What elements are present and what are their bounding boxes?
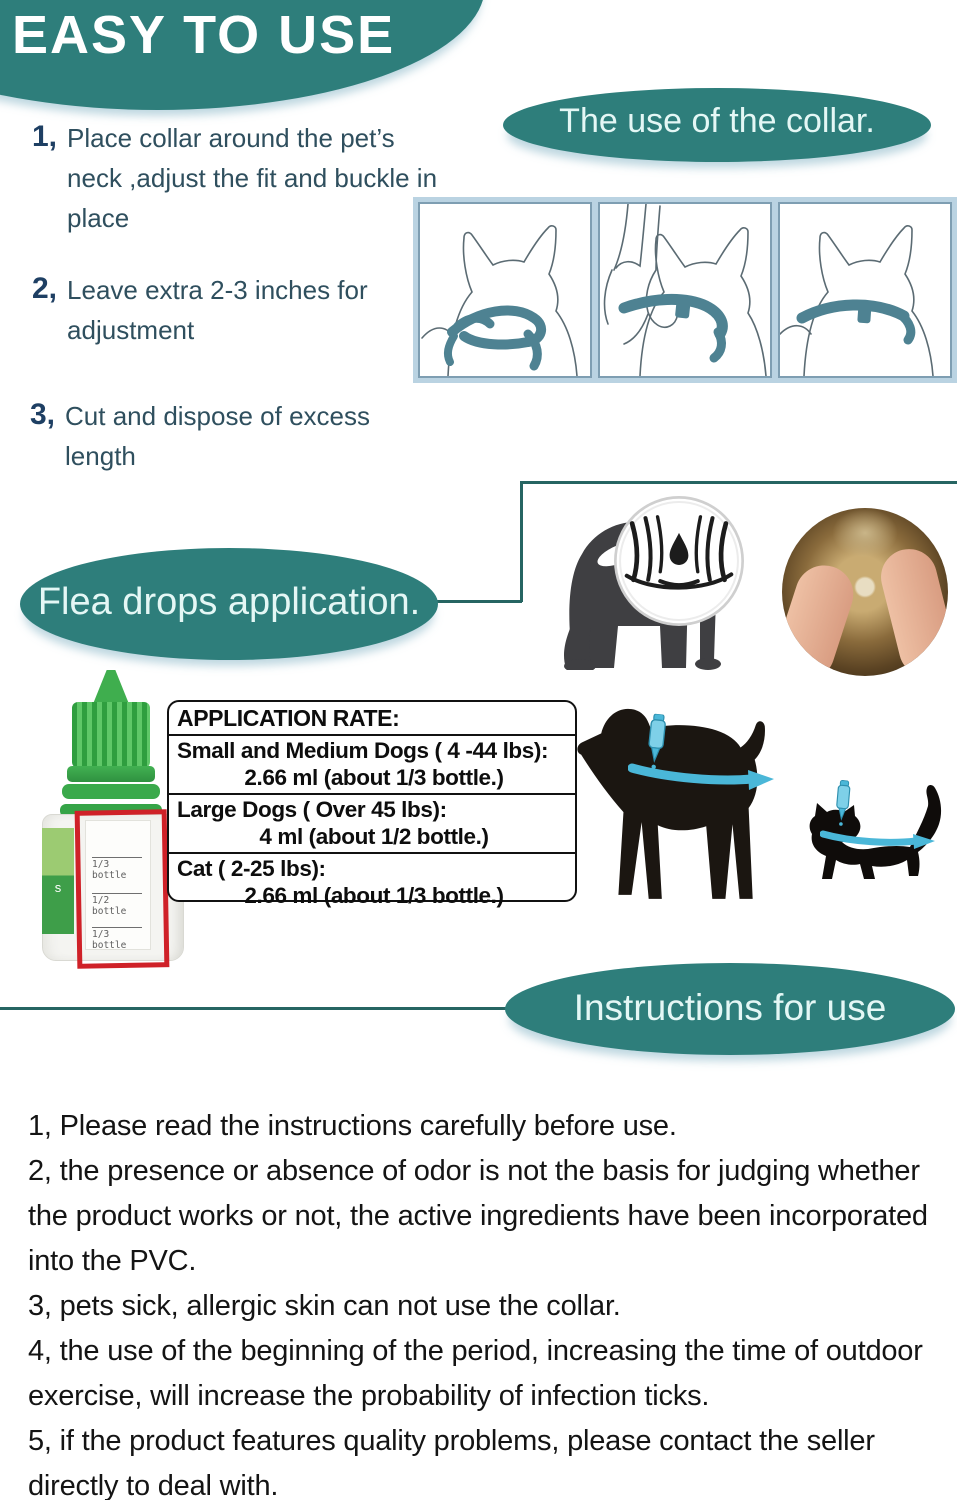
flea-drops-banner [20, 548, 438, 660]
rate-row-large-dogs [169, 795, 575, 854]
connector-line-vertical [520, 481, 523, 602]
collar-step-2 [32, 270, 407, 350]
instructions-title: Instructions for use [573, 987, 887, 1028]
panel-collar-loose [418, 202, 592, 378]
rate-label: Small and Medium Dogs ( 4 -44 lbs): [177, 738, 549, 763]
hand-adjusting-collar-icon [600, 204, 772, 376]
fur-highlight [832, 508, 898, 558]
step-number: 3, [30, 398, 56, 431]
finger-left [782, 558, 861, 676]
collar-step-3 [30, 396, 395, 476]
flea-drops-title: Flea drops application. [37, 581, 421, 623]
rate-label: Large Dogs ( Over 45 lbs): [177, 797, 447, 822]
measure-mark: 1/3 bottle [92, 857, 142, 881]
highlight-frame [75, 809, 170, 969]
bottle-neck-ring [62, 784, 160, 799]
connector-line-instructions [0, 1007, 507, 1010]
finger-right [875, 543, 948, 676]
instruction-item: 1, Please read the instructions carefully before use. [28, 1110, 677, 1142]
dropper-icon [829, 779, 856, 833]
instruction-item: 2, the presence or absence of odor is not the basis for judging whether the product works or not, the active ingredients have been incorporated into the PVC. [28, 1155, 928, 1277]
collar-use-title: The use of the collar. [559, 102, 875, 140]
rate-row-small-medium-dogs [169, 736, 575, 795]
instruction-item: 4, the use of the beginning of the period, increasing the time of outdoor exercise, will increase the probability of infection ticks. [28, 1335, 923, 1412]
rate-table-heading: APPLICATION RATE: [169, 702, 575, 736]
connector-line-flea [428, 600, 522, 603]
collar-step-1 [32, 118, 452, 238]
cat-head-collar-fitted-icon [780, 204, 952, 376]
step-text: Cut and dispose of excess length [65, 401, 370, 471]
panel-collar-adjust [598, 202, 772, 378]
page-title: EASY TO USE [12, 5, 396, 65]
dog-silhouette [575, 697, 787, 909]
measure-mark: 1/3 bottle [92, 927, 142, 951]
step-text: Place collar around the pet’s neck ,adjust the fit and buckle in place [67, 123, 438, 233]
application-arrow-icon [628, 760, 776, 794]
panel-collar-fitted [778, 202, 952, 378]
application-rate-table [167, 700, 577, 908]
application-arrow-icon [820, 828, 936, 852]
rate-dose: 2.66 ml (about 1/3 bottle.) [244, 883, 504, 908]
bottle-green-label: s [42, 828, 74, 934]
rate-row-cat [169, 854, 575, 911]
instruction-item: 3, pets sick, allergic skin can not use the collar. [28, 1290, 621, 1322]
collar-use-panels [413, 197, 957, 383]
collar-use-banner [503, 88, 931, 162]
bottle-cap-base [67, 766, 155, 782]
dropper-bottle [35, 668, 170, 963]
step-number: 1, [32, 120, 58, 153]
rate-dose: 2.66 ml (about 1/3 bottle.) [244, 765, 504, 790]
connector-line-top [520, 481, 957, 484]
cat-head-collar-loose-icon [420, 204, 592, 376]
measure-mark: 1/2 bottle [92, 893, 142, 917]
rate-dose: 4 ml (about 1/2 bottle.) [259, 824, 489, 849]
step-text: Leave extra 2-3 inches for adjustment [67, 275, 368, 345]
rate-label: Cat ( 2-25 lbs): [177, 856, 326, 881]
step-number: 2, [32, 272, 58, 305]
instructions-banner [505, 963, 955, 1055]
bottle-tip [93, 670, 129, 704]
fur-parting-photo [782, 508, 948, 676]
instructions-list [28, 1104, 952, 1500]
magnifier-drop-icon [612, 494, 746, 628]
instruction-item: 5, if the product features quality problems, please contact the seller directly to deal with. [28, 1425, 875, 1500]
bottle-cap [72, 702, 150, 768]
